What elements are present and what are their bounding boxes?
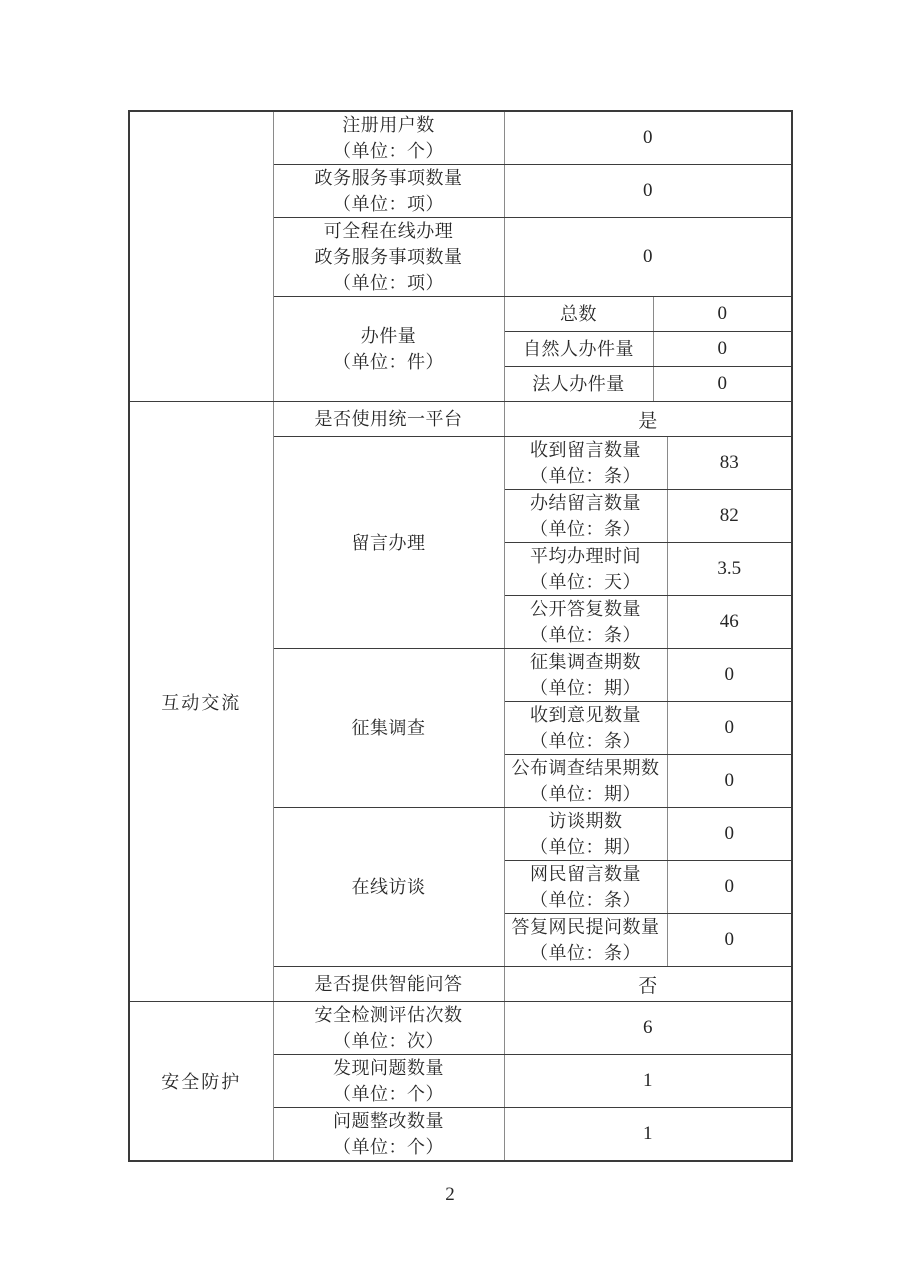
value-public-replies: 46	[667, 596, 792, 649]
unit-line: （单位：条）	[530, 625, 641, 645]
label-line: 征集调查	[351, 718, 426, 738]
unit-line: （单位：个）	[333, 1084, 444, 1104]
subrow-label-interview-periods	[504, 808, 667, 861]
unit-line: （单位：项）	[333, 273, 444, 293]
label-line: 留言办理	[351, 532, 426, 553]
value-avg-handling-time: 3.5	[667, 543, 792, 596]
subrow-label-survey-periods	[504, 649, 667, 702]
value-problems-rectified: 1	[504, 1108, 792, 1162]
unit-line: （单位：期）	[530, 784, 641, 804]
value-online-service-items: 0	[504, 218, 792, 297]
label-line: 问题整改数量	[333, 1111, 444, 1131]
unit-line: （单位：条）	[530, 519, 641, 539]
subrow-label-natural-person-cases	[504, 332, 653, 367]
value-total-cases: 0	[653, 297, 792, 332]
value-replies-to-netizen-questions: 0	[667, 914, 792, 967]
row-label-problems-found	[273, 1055, 504, 1108]
value-service-items: 0	[504, 165, 792, 218]
row-label-unified-platform	[273, 402, 504, 437]
label-line: 网民留言数量	[530, 864, 641, 884]
row-label-service-items	[273, 165, 504, 218]
value-netizen-messages: 0	[667, 861, 792, 914]
unit-line: （单位：个）	[333, 1137, 444, 1157]
unit-line: （单位：期）	[530, 678, 641, 698]
row-label-smart-qa	[273, 967, 504, 1002]
unit-line: （单位：条）	[530, 731, 641, 751]
annual-report-table	[128, 110, 793, 1162]
label-line: 政务服务事项数量	[314, 247, 463, 267]
label-line: 公布调查结果期数	[511, 758, 660, 778]
unit-line: （单位：期）	[530, 837, 641, 857]
unit-line: （单位：条）	[530, 943, 641, 963]
row-label-processed-cases	[273, 297, 504, 402]
row-label-online-service-items	[273, 218, 504, 297]
label-line: 总数	[560, 304, 597, 324]
category-cell-security: 安全防护	[129, 1002, 273, 1162]
category-cell-interaction: 互动交流	[129, 402, 273, 1002]
category-cell-blank	[129, 111, 273, 402]
row-label-message-handling	[273, 437, 504, 649]
label-line: 法人办件量	[532, 374, 625, 394]
label-line: 办结留言数量	[530, 493, 641, 513]
row-label-registered-users	[273, 111, 504, 165]
unit-line: （单位：项）	[333, 194, 444, 214]
label-line: 注册用户数	[342, 115, 435, 135]
value-received-messages: 83	[667, 437, 792, 490]
label-line: 在线访谈	[351, 877, 426, 897]
value-security-assessments: 6	[504, 1002, 792, 1055]
label-line: 答复网民提问数量	[511, 917, 660, 937]
unit-line: （单位：条）	[530, 890, 641, 910]
label-line: 平均办理时间	[530, 546, 641, 566]
subrow-label-legal-person-cases	[504, 367, 653, 402]
label-line: 征集调查期数	[530, 652, 641, 672]
unit-line: （单位：条）	[530, 466, 641, 486]
label-line: 自然人办件量	[523, 339, 634, 359]
subrow-label-netizen-messages	[504, 861, 667, 914]
label-line: 可全程在线办理	[323, 221, 454, 241]
label-line: 是否使用统一平台	[314, 409, 463, 429]
value-unified-platform: 是	[504, 402, 792, 437]
subrow-label-replies-to-netizen-questions	[504, 914, 667, 967]
subrow-label-opinions-received	[504, 702, 667, 755]
label-line: 访谈期数	[548, 811, 623, 831]
table-row	[129, 1002, 792, 1055]
label-line: 政务服务事项数量	[314, 168, 463, 188]
unit-line: （单位：天）	[530, 572, 641, 592]
page-number: 2	[445, 1184, 455, 1205]
subrow-label-total-cases	[504, 297, 653, 332]
subrow-label-received-messages	[504, 437, 667, 490]
unit-line: （单位：次）	[333, 1031, 444, 1051]
value-completed-messages: 82	[667, 490, 792, 543]
value-legal-person-cases: 0	[653, 367, 792, 402]
unit-line: （单位：个）	[333, 141, 444, 161]
value-interview-periods: 0	[667, 808, 792, 861]
unit-line: （单位：件）	[333, 352, 444, 372]
value-survey-periods: 0	[667, 649, 792, 702]
label-line: 是否提供智能问答	[314, 974, 463, 994]
subrow-label-public-replies	[504, 596, 667, 649]
label-line: 办件量	[360, 326, 417, 346]
table-row	[129, 402, 792, 437]
label-line: 公开答复数量	[530, 599, 641, 619]
subrow-label-survey-results-published	[504, 755, 667, 808]
row-label-problems-rectified	[273, 1108, 504, 1162]
row-label-security-assessments	[273, 1002, 504, 1055]
label-line: 收到意见数量	[530, 705, 641, 725]
value-problems-found: 1	[504, 1055, 792, 1108]
value-survey-results-published: 0	[667, 755, 792, 808]
value-smart-qa: 否	[504, 967, 792, 1002]
row-label-survey	[273, 649, 504, 808]
value-opinions-received: 0	[667, 702, 792, 755]
subrow-label-avg-handling-time	[504, 543, 667, 596]
value-registered-users: 0	[504, 111, 792, 165]
label-line: 发现问题数量	[333, 1058, 444, 1078]
value-natural-person-cases: 0	[653, 332, 792, 367]
label-line: 安全检测评估次数	[314, 1005, 463, 1025]
label-line: 收到留言数量	[530, 440, 641, 460]
row-label-online-interview	[273, 808, 504, 967]
subrow-label-completed-messages	[504, 490, 667, 543]
table-row	[129, 111, 792, 165]
